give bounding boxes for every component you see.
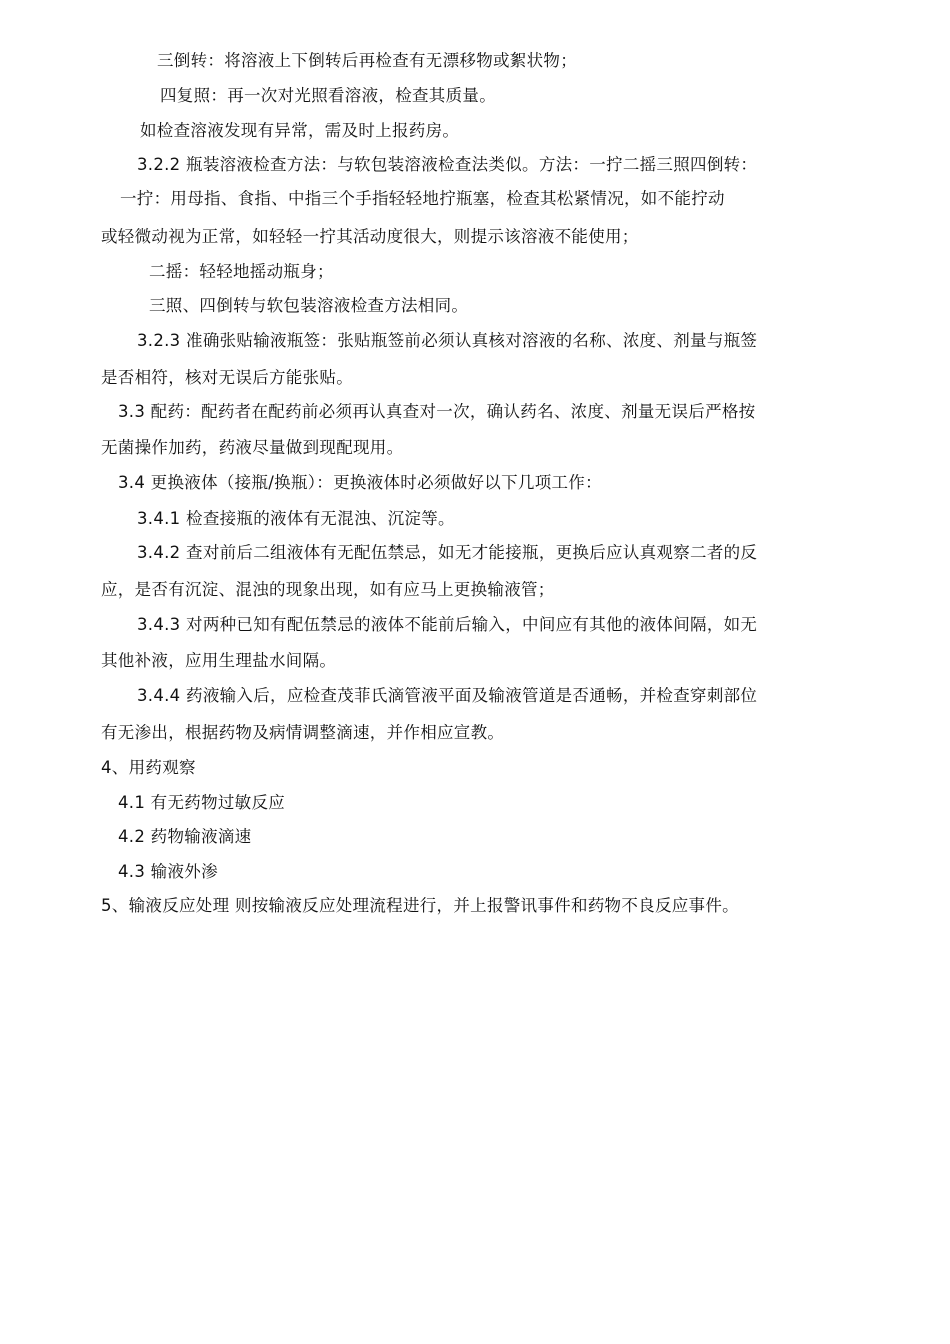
text-line: 是否相符，核对无误后方能张贴。 bbox=[101, 368, 353, 387]
section-heading: 4、用药观察 bbox=[101, 758, 196, 777]
text-line: 4.3 输液外渗 bbox=[118, 862, 218, 881]
text-line: 3.4.4 药液输入后，应检查茂菲氏滴管液平面及输液管道是否通畅，并检查穿刺部位 bbox=[137, 686, 758, 705]
text-line: 如检查溶液发现有异常，需及时上报药房。 bbox=[140, 121, 460, 140]
text-line: 3.2.2 瓶装溶液检查方法：与软包装溶液检查法类似。方法：一拧二摇三照四倒转： bbox=[137, 155, 758, 174]
text-line: 3.2.3 准确张贴输液瓶签：张贴瓶签前必须认真核对溶液的名称、浓度、剂量与瓶签 bbox=[137, 331, 758, 350]
text-line: 有无渗出，根据药物及病情调整滴速，并作相应宣教。 bbox=[101, 723, 505, 742]
text-line: 4.2 药物输液滴速 bbox=[118, 827, 252, 846]
section-heading: 5、输液反应处理 则按输液反应处理流程进行，并上报警讯事件和药物不良反应事件。 bbox=[101, 896, 739, 915]
text-line: 3.4.2 查对前后二组液体有无配伍禁忌，如无才能接瓶，更换后应认真观察二者的反 bbox=[137, 543, 758, 562]
text-line: 四复照：再一次对光照看溶液，检查其质量。 bbox=[160, 86, 496, 105]
text-line: 一拧：用母指、食指、中指三个手指轻轻地拧瓶塞，检查其松紧情况，如不能拧动 bbox=[120, 189, 725, 208]
text-line: 3.4.3 对两种已知有配伍禁忌的液体不能前后输入，中间应有其他的液体间隔，如无 bbox=[137, 615, 758, 634]
text-line: 3.4 更换液体（接瓶/换瓶）：更换液体时必须做好以下几项工作： bbox=[118, 473, 602, 492]
text-line: 应，是否有沉淀、混浊的现象出现，如有应马上更换输液管； bbox=[101, 580, 555, 599]
text-line: 二摇：轻轻地摇动瓶身； bbox=[149, 262, 334, 281]
text-line: 3.4.1 检查接瓶的液体有无混浊、沉淀等。 bbox=[137, 509, 455, 528]
text-line: 三照、四倒转与软包装溶液检查方法相同。 bbox=[149, 296, 469, 315]
text-line: 无菌操作加药，药液尽量做到现配现用。 bbox=[101, 438, 404, 457]
text-line: 其他补液，应用生理盐水间隔。 bbox=[101, 651, 337, 670]
text-line: 3.3 配药：配药者在配药前必须再认真查对一次，确认药名、浓度、剂量无误后严格按 bbox=[118, 402, 756, 421]
text-line: 4.1 有无药物过敏反应 bbox=[118, 793, 286, 812]
text-line: 或轻微动视为正常，如轻轻一拧其活动度很大，则提示该溶液不能使用； bbox=[101, 227, 639, 246]
text-line: 三倒转：将溶液上下倒转后再检查有无漂移物或絮状物； bbox=[157, 51, 577, 70]
